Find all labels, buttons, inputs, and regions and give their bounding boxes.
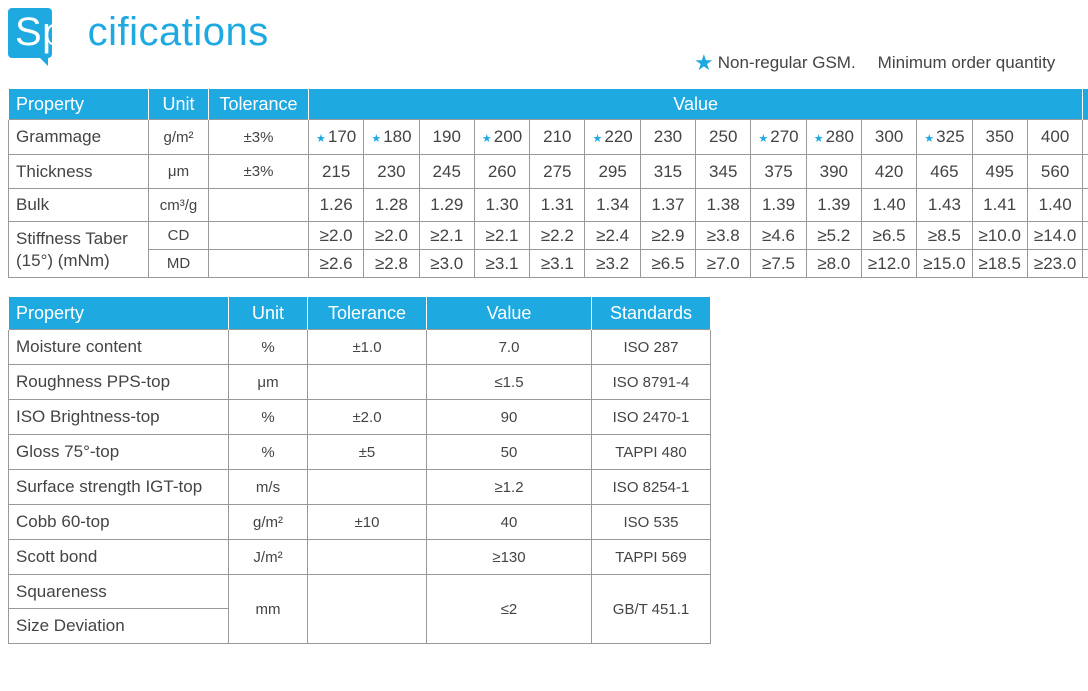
cell-property: ISO Brightness-top <box>9 400 229 435</box>
value-cell: 495 <box>972 155 1027 189</box>
value-cell: 1.39 <box>751 189 806 222</box>
star-icon: ★ <box>316 133 326 145</box>
cell-tolerance: ±5 <box>308 435 427 470</box>
table-row <box>9 505 711 540</box>
value-cell: 420 <box>861 155 916 189</box>
value-cell: ≥23.0 <box>1027 250 1083 278</box>
table-row <box>9 365 711 400</box>
row-unit: μm <box>149 155 209 189</box>
non-regular-note: Non-regular GSM. <box>717 53 856 72</box>
value-cell: 1.34 <box>585 189 640 222</box>
header-property: Property <box>9 89 149 120</box>
value-cell: ≥2.9 <box>640 222 695 250</box>
value-cell <box>585 120 640 155</box>
cell-value: 90 <box>427 400 592 435</box>
value-cell: ≥4.6 <box>751 222 806 250</box>
value-cell: ≥2.8 <box>364 250 419 278</box>
cell-standard: GB/T 451.1 <box>592 575 711 644</box>
table-row-grammage <box>9 120 1088 155</box>
table-row-bulk <box>9 189 1088 222</box>
value-text: 200 <box>493 127 523 146</box>
cell-standard: ISO 8791-4 <box>592 365 711 400</box>
cell-unit: g/m² <box>229 505 308 540</box>
cell-unit: % <box>229 400 308 435</box>
header-extra <box>1083 89 1088 120</box>
value-cell <box>419 120 474 155</box>
cell-property: Gloss 75°-top <box>9 435 229 470</box>
value-cell: ≥12.0 <box>861 250 916 278</box>
value-cell <box>696 120 751 155</box>
cell-tolerance: ±1.0 <box>308 330 427 365</box>
page-title <box>15 10 269 55</box>
cell-value: ≤2 <box>427 575 592 644</box>
extra-cell <box>1083 155 1088 189</box>
value-cell: 275 <box>530 155 585 189</box>
value-cell: ≥6.5 <box>861 222 916 250</box>
row-label: Grammage <box>9 120 149 155</box>
value-cell <box>806 120 861 155</box>
cell-value: ≥130 <box>427 540 592 575</box>
cell-property: Surface strength IGT-top <box>9 470 229 505</box>
cell-tolerance <box>308 540 427 575</box>
value-cell <box>972 120 1027 155</box>
cell-tolerance <box>308 365 427 400</box>
row-label: Thickness <box>9 155 149 189</box>
table-row <box>9 330 711 365</box>
value-text: 250 <box>709 127 738 146</box>
value-cell: ≥8.0 <box>806 250 861 278</box>
value-cell: ≥2.2 <box>530 222 585 250</box>
cell-property: Cobb 60-top <box>9 505 229 540</box>
value-cell: 1.37 <box>640 189 695 222</box>
table-header-row <box>9 89 1088 120</box>
table-row <box>9 470 711 505</box>
value-cell: 295 <box>585 155 640 189</box>
value-cell: 1.40 <box>1027 189 1083 222</box>
star-icon: ★ <box>592 133 603 145</box>
extra-cell <box>1083 120 1088 155</box>
row-unit: cm³/g <box>149 189 209 222</box>
cell-unit: % <box>229 435 308 470</box>
cell-value: 7.0 <box>427 330 592 365</box>
cell-unit: mm <box>229 575 308 644</box>
title-highlight: Spe <box>15 10 88 54</box>
value-cell <box>1027 120 1083 155</box>
cell-property: Size Deviation <box>9 609 229 644</box>
value-cell: 245 <box>419 155 474 189</box>
cell-standard: ISO 8254-1 <box>592 470 711 505</box>
value-text: 300 <box>874 127 904 146</box>
value-text: 220 <box>604 127 633 146</box>
cell-standard: ISO 535 <box>592 505 711 540</box>
cell-value: 50 <box>427 435 592 470</box>
cell-standard: ISO 287 <box>592 330 711 365</box>
cell-tolerance: ±2.0 <box>308 400 427 435</box>
value-cell: 1.38 <box>696 189 751 222</box>
value-cell: ≥2.1 <box>419 222 474 250</box>
value-cell: ≥5.2 <box>806 222 861 250</box>
row-label: Stiffness Taber (15°) (mNm) <box>9 222 149 278</box>
table-row-squareness <box>9 575 711 609</box>
value-cell: ≥2.6 <box>309 250 364 278</box>
value-cell: 1.26 <box>309 189 364 222</box>
row-tolerance <box>209 250 309 278</box>
table-row <box>9 400 711 435</box>
row-tolerance <box>209 189 309 222</box>
header-tolerance: Tolerance <box>308 297 427 330</box>
value-text: 325 <box>936 127 965 146</box>
table-row-stiffness-md <box>9 250 1088 278</box>
header-value: Value <box>309 89 1083 120</box>
row-tolerance: ±3% <box>209 155 309 189</box>
value-cell: 560 <box>1027 155 1083 189</box>
legend-note <box>694 50 1055 76</box>
cell-unit: μm <box>229 365 308 400</box>
header-standards: Standards <box>592 297 711 330</box>
row-unit: g/m² <box>149 120 209 155</box>
title-rest: cifications <box>87 10 269 54</box>
extra-cell <box>1083 222 1088 250</box>
cell-value: ≥1.2 <box>427 470 592 505</box>
value-cell: 375 <box>751 155 806 189</box>
value-cell: 1.29 <box>419 189 474 222</box>
star-icon: ★ <box>481 133 492 145</box>
value-cell: ≥2.4 <box>585 222 640 250</box>
value-cell: 1.39 <box>806 189 861 222</box>
value-cell: ≥2.0 <box>309 222 364 250</box>
header-tolerance: Tolerance <box>209 89 309 120</box>
moq-note: Minimum order quantity <box>877 53 1056 72</box>
header-value: Value <box>427 297 592 330</box>
value-text: 210 <box>543 127 572 146</box>
cell-property: Moisture content <box>9 330 229 365</box>
value-text: 180 <box>383 127 412 146</box>
table-row-stiffness-cd <box>9 222 1088 250</box>
cell-standard: TAPPI 569 <box>592 540 711 575</box>
extra-cell <box>1083 189 1088 222</box>
header-unit: Unit <box>149 89 209 120</box>
value-cell: ≥2.0 <box>364 222 419 250</box>
value-cell <box>474 120 529 155</box>
value-cell: ≥3.1 <box>474 250 529 278</box>
cell-standard: TAPPI 480 <box>592 435 711 470</box>
header-unit: Unit <box>229 297 308 330</box>
cell-unit: % <box>229 330 308 365</box>
cell-value: 40 <box>427 505 592 540</box>
value-cell: ≥15.0 <box>917 250 972 278</box>
header-property: Property <box>9 297 229 330</box>
grammage-spec-table <box>8 88 1088 278</box>
value-cell <box>530 120 585 155</box>
properties-table <box>8 296 711 644</box>
cell-tolerance <box>308 470 427 505</box>
cell-tolerance <box>308 575 427 644</box>
value-cell: 345 <box>696 155 751 189</box>
value-cell: 230 <box>364 155 419 189</box>
value-text: 350 <box>985 127 1014 146</box>
cell-property: Scott bond <box>9 540 229 575</box>
value-cell <box>364 120 419 155</box>
value-cell: ≥3.2 <box>585 250 640 278</box>
table-row <box>9 540 711 575</box>
value-cell: 315 <box>640 155 695 189</box>
value-cell: ≥3.1 <box>530 250 585 278</box>
cell-value: ≤1.5 <box>427 365 592 400</box>
value-cell <box>861 120 916 155</box>
star-icon: ★ <box>694 50 714 75</box>
star-icon: ★ <box>813 133 824 145</box>
value-text: 170 <box>327 127 357 146</box>
value-cell: ≥7.5 <box>751 250 806 278</box>
value-text: 280 <box>825 127 854 146</box>
value-cell: 465 <box>917 155 972 189</box>
row-label: Bulk <box>9 189 149 222</box>
value-cell: ≥14.0 <box>1027 222 1083 250</box>
value-cell <box>751 120 806 155</box>
value-cell: ≥8.5 <box>917 222 972 250</box>
value-cell: 260 <box>474 155 529 189</box>
value-cell: ≥6.5 <box>640 250 695 278</box>
row-unit: CD <box>149 222 209 250</box>
value-cell: 390 <box>806 155 861 189</box>
value-cell <box>309 120 364 155</box>
value-cell: ≥2.1 <box>474 222 529 250</box>
extra-cell <box>1083 250 1088 278</box>
value-text: 190 <box>432 127 461 146</box>
star-icon: ★ <box>371 133 382 145</box>
value-cell: 1.31 <box>530 189 585 222</box>
value-cell: ≥7.0 <box>696 250 751 278</box>
value-cell: 215 <box>309 155 364 189</box>
cell-tolerance: ±10 <box>308 505 427 540</box>
cell-property: Roughness PPS-top <box>9 365 229 400</box>
table-row-thickness <box>9 155 1088 189</box>
value-cell: 1.43 <box>917 189 972 222</box>
cell-property: Squareness <box>9 575 229 609</box>
value-text: 270 <box>770 127 799 146</box>
value-text: 400 <box>1040 127 1070 146</box>
star-icon: ★ <box>758 133 769 145</box>
row-tolerance: ±3% <box>209 120 309 155</box>
value-cell: 1.30 <box>474 189 529 222</box>
value-cell: ≥3.0 <box>419 250 474 278</box>
value-cell: 1.40 <box>861 189 916 222</box>
cell-unit: J/m² <box>229 540 308 575</box>
value-cell: 1.41 <box>972 189 1027 222</box>
value-cell: 1.28 <box>364 189 419 222</box>
value-cell <box>917 120 972 155</box>
value-cell: ≥10.0 <box>972 222 1027 250</box>
value-cell <box>640 120 695 155</box>
row-tolerance <box>209 222 309 250</box>
row-unit: MD <box>149 250 209 278</box>
star-icon: ★ <box>924 133 935 145</box>
table-row <box>9 435 711 470</box>
value-cell: ≥18.5 <box>972 250 1027 278</box>
cell-unit: m/s <box>229 470 308 505</box>
cell-standard: ISO 2470-1 <box>592 400 711 435</box>
table-header-row <box>9 297 711 330</box>
value-text: 230 <box>653 127 683 146</box>
value-cell: ≥3.8 <box>696 222 751 250</box>
